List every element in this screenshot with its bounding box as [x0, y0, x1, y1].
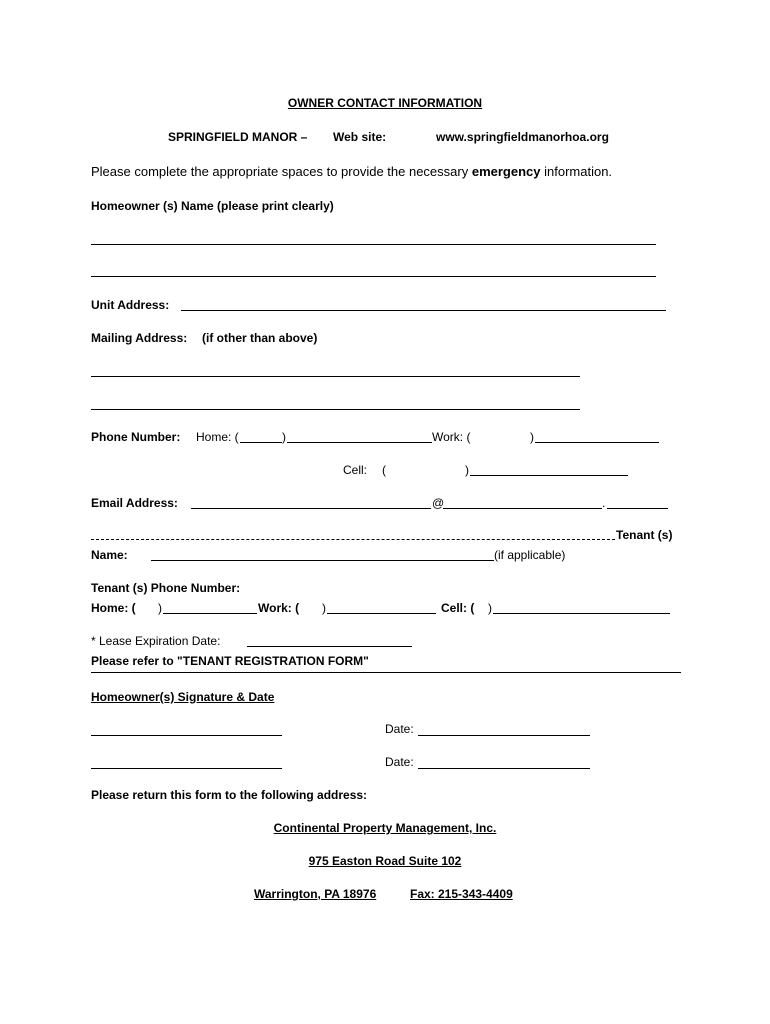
- email-user-field[interactable]: [191, 508, 431, 509]
- date-label-2: Date:: [385, 755, 414, 769]
- org-name: SPRINGFIELD MANOR –: [168, 130, 308, 144]
- email-at-sign: @: [432, 496, 445, 510]
- form-title: OWNER CONTACT INFORMATION: [287, 96, 483, 110]
- instructions-text-after: information.: [540, 164, 613, 179]
- tenant-separator: [91, 539, 615, 540]
- tenant-name-label: Name:: [91, 548, 128, 562]
- fax-number: Fax: 215-343-4409: [410, 887, 513, 901]
- instructions-emphasis: emergency: [471, 164, 541, 179]
- lease-expiration-field[interactable]: [247, 646, 412, 647]
- tenant-phone-label: Tenant (s) Phone Number:: [91, 581, 241, 595]
- phone-work-close: ): [530, 430, 534, 444]
- section-divider: [91, 672, 681, 673]
- email-address-label: Email Address:: [91, 496, 178, 510]
- tenant-phone-home-field[interactable]: [163, 613, 257, 614]
- date-label-1: Date:: [385, 722, 414, 736]
- signature-field-1[interactable]: [91, 735, 282, 736]
- mailing-address-field-1[interactable]: [91, 376, 580, 377]
- website-label: Web site:: [333, 130, 387, 144]
- mailing-address-field-2[interactable]: [91, 409, 580, 410]
- tenant-phone-cell-field[interactable]: [493, 613, 670, 614]
- homeowner-name-field-1[interactable]: [91, 244, 656, 245]
- email-domain-field[interactable]: [443, 508, 602, 509]
- signature-field-2[interactable]: [91, 768, 282, 769]
- lease-expiration-label: * Lease Expiration Date:: [91, 634, 221, 648]
- tenant-phone-home-close: ): [158, 601, 162, 615]
- phone-work-label: Work: (: [432, 430, 471, 444]
- tenant-phone-work-label: Work: (: [258, 601, 300, 615]
- phone-cell-label: Cell:: [343, 463, 368, 477]
- homeowner-name-label: Homeowner (s) Name (please print clearly): [91, 199, 334, 213]
- mailing-address-label: Mailing Address:: [91, 331, 188, 345]
- phone-home-close: ): [282, 430, 286, 444]
- unit-address-label: Unit Address:: [91, 298, 170, 312]
- tenant-phone-home-label: Home: (: [91, 601, 136, 615]
- tenant-phone-work-close: ): [322, 601, 326, 615]
- phone-home-area-field[interactable]: [240, 442, 282, 443]
- homeowner-name-field-2[interactable]: [91, 276, 656, 277]
- phone-cell-field[interactable]: [470, 475, 628, 476]
- phone-home-field[interactable]: [287, 442, 432, 443]
- tenant-section-label: Tenant (s): [616, 528, 673, 542]
- company-name: Continental Property Management, Inc.: [273, 821, 497, 835]
- phone-cell-open: (: [382, 463, 386, 477]
- street-address: 975 Easton Road Suite 102: [308, 854, 462, 868]
- phone-home-label: Home: (: [196, 430, 239, 444]
- date-field-2[interactable]: [418, 768, 590, 769]
- tenant-name-field[interactable]: [151, 560, 494, 561]
- mailing-address-note: (if other than above): [202, 331, 318, 345]
- tenant-registration-note: Please refer to "TENANT REGISTRATION FORM": [91, 654, 369, 668]
- phone-work-field[interactable]: [535, 442, 659, 443]
- unit-address-field[interactable]: [181, 310, 666, 311]
- instructions: [91, 165, 612, 179]
- email-tld-field[interactable]: [607, 508, 668, 509]
- tenant-name-note: (if applicable): [494, 548, 566, 562]
- date-field-1[interactable]: [418, 735, 590, 736]
- return-note: Please return this form to the following address:: [91, 788, 368, 802]
- city-state-zip: Warrington, PA 18976: [254, 887, 377, 901]
- tenant-phone-cell-close: ): [488, 601, 492, 615]
- email-dot: .: [602, 496, 606, 510]
- signature-label: Homeowner(s) Signature & Date: [91, 690, 275, 704]
- tenant-phone-cell-label: Cell: (: [441, 601, 475, 615]
- phone-number-label: Phone Number:: [91, 430, 181, 444]
- tenant-phone-work-field[interactable]: [327, 613, 436, 614]
- instructions-text-before: Please complete the appropriate spaces to provide the necessary: [91, 164, 472, 179]
- phone-cell-close: ): [465, 463, 469, 477]
- website-link[interactable]: www.springfieldmanorhoa.org: [436, 130, 609, 144]
